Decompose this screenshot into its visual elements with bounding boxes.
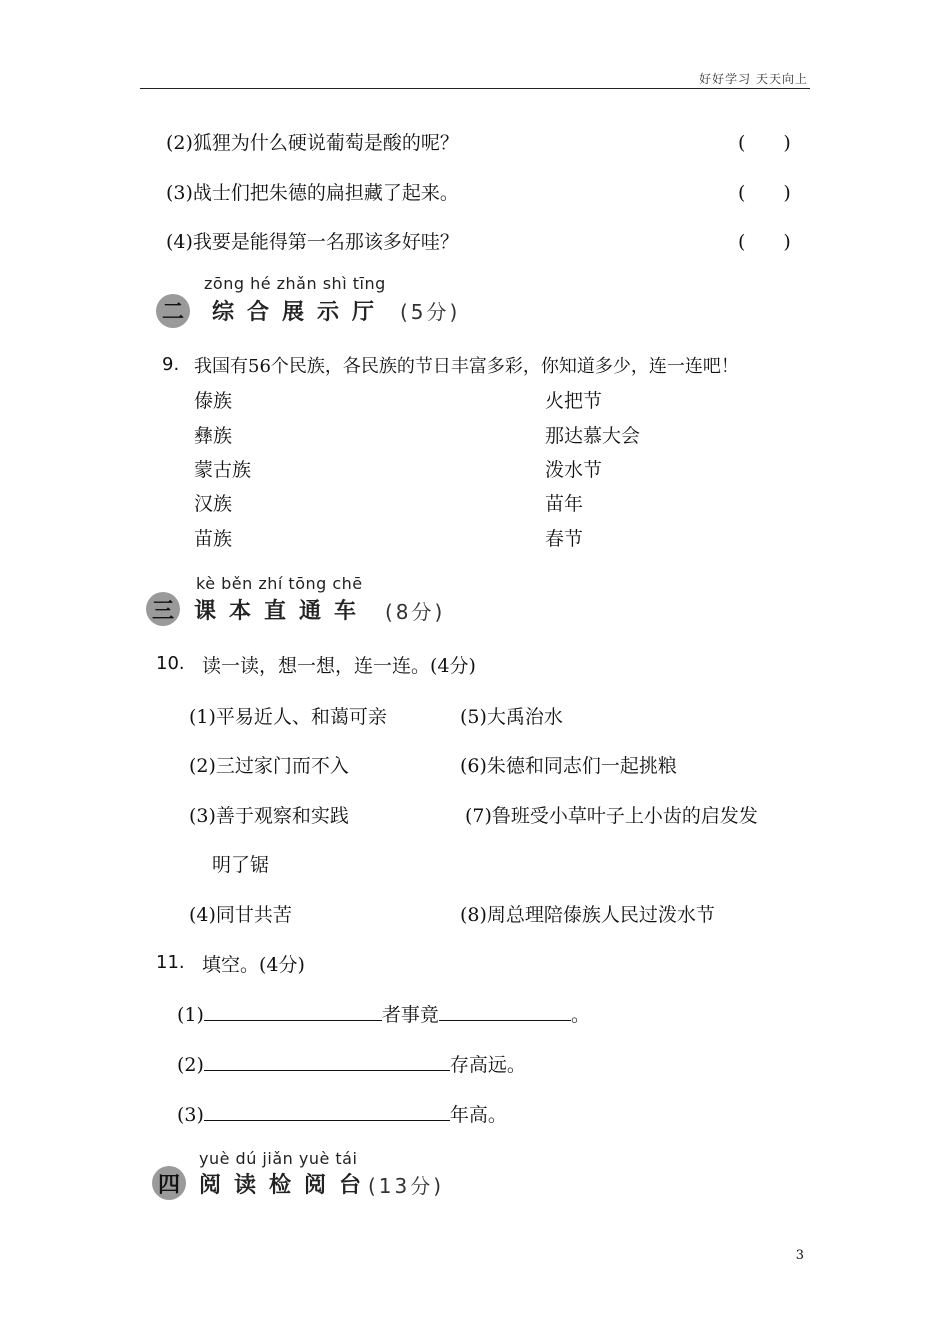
q10-right-item-6: (6)朱德和同志们一起挑粮	[460, 755, 677, 777]
q9-right-item-4: 苗年	[545, 493, 584, 515]
section-2-score: (5分)	[400, 300, 461, 324]
section-4-title: 阅读检阅台	[199, 1173, 375, 1198]
header-divider	[140, 88, 810, 89]
answer-paren-4: ( )	[738, 231, 791, 253]
q11-fill-3	[177, 1100, 507, 1127]
q10-right-item-8: (8)周总理陪傣族人民过泼水节	[460, 904, 715, 926]
header-slogan: 好好学习 天天向上	[699, 72, 808, 86]
section-3-title: 课本直通车	[194, 599, 370, 624]
q9-number: 9.	[162, 354, 180, 375]
q11-blank-1b[interactable]	[439, 1002, 571, 1021]
question-item-4: (4)我要是能得第一名那该多好哇？	[166, 231, 459, 253]
q9-right-item-5: 春节	[545, 528, 584, 550]
question-item-2: (2)狐狸为什么硬说葡萄是酸的呢？	[166, 132, 459, 154]
section-3-number: 三	[152, 599, 175, 624]
q9-right-item-2: 那达慕大会	[545, 425, 641, 447]
q10-left-item-1: (1)平易近人、和蔼可亲	[189, 706, 387, 728]
page-number: 3	[795, 1248, 804, 1263]
answer-paren-3: ( )	[738, 182, 791, 204]
q10-left-item-3: (3)善于观察和实践	[189, 805, 349, 827]
q11-fill-1-end: 。	[570, 1004, 590, 1026]
q9-prompt: 我国有56个民族，各民族的节日丰富多彩，你知道多少，连一连吧！	[194, 356, 739, 377]
q10-right-item-7-wrap: 明了锯	[212, 854, 270, 876]
q9-left-item-2: 彝族	[194, 425, 233, 447]
section-4-number: 四	[158, 1173, 181, 1198]
q11-blank-3[interactable]	[204, 1102, 450, 1121]
q10-number: 10.	[156, 653, 185, 674]
section-2-title: 综合展示厅	[212, 300, 388, 325]
q10-left-item-2: (2)三过家门而不入	[189, 755, 349, 777]
question-item-3: (3)战士们把朱德的扁担藏了起来。	[166, 182, 459, 204]
section-2-pinyin: zōng hé zhǎn shì tīng	[204, 274, 386, 293]
q11-blank-1a[interactable]	[204, 1002, 382, 1021]
section-4-score: (13分)	[368, 1174, 445, 1198]
q10-right-item-5: (5)大禹治水	[460, 706, 563, 728]
q9-left-item-1: 傣族	[194, 390, 233, 412]
q11-fill-3-end: 年高。	[449, 1104, 507, 1126]
q11-fill-3-prefix: (3)	[177, 1104, 204, 1126]
section-2-number: 二	[162, 300, 185, 325]
q9-left-item-4: 汉族	[194, 493, 233, 515]
q11-fill-1-prefix: (1)	[177, 1004, 204, 1026]
q11-prompt: 填空。(4分)	[202, 954, 305, 976]
answer-paren-2: ( )	[738, 132, 791, 154]
q10-left-item-4: (4)同甘共苦	[189, 904, 292, 926]
section-3-pinyin: kè běn zhí tōng chē	[196, 574, 363, 593]
q11-fill-1-mid: 者事竟	[381, 1004, 439, 1026]
q11-fill-2	[177, 1050, 526, 1077]
q11-fill-2-end: 存高远。	[449, 1054, 526, 1076]
q9-left-item-5: 苗族	[194, 528, 233, 550]
section-4-pinyin: yuè dú jiǎn yuè tái	[199, 1149, 358, 1168]
q9-left-item-3: 蒙古族	[194, 459, 252, 481]
q9-right-item-3: 泼水节	[545, 459, 603, 481]
q11-blank-2[interactable]	[204, 1052, 450, 1071]
q10-right-item-7: (7)鲁班受小草叶子上小齿的启发发	[465, 805, 758, 827]
q11-number: 11.	[156, 952, 185, 973]
q11-fill-2-prefix: (2)	[177, 1054, 204, 1076]
section-3-score: (8分)	[385, 600, 446, 624]
q10-prompt: 读一读，想一想，连一连。(4分)	[202, 655, 476, 677]
q9-right-item-1: 火把节	[545, 390, 603, 412]
q11-fill-1	[177, 1000, 590, 1027]
